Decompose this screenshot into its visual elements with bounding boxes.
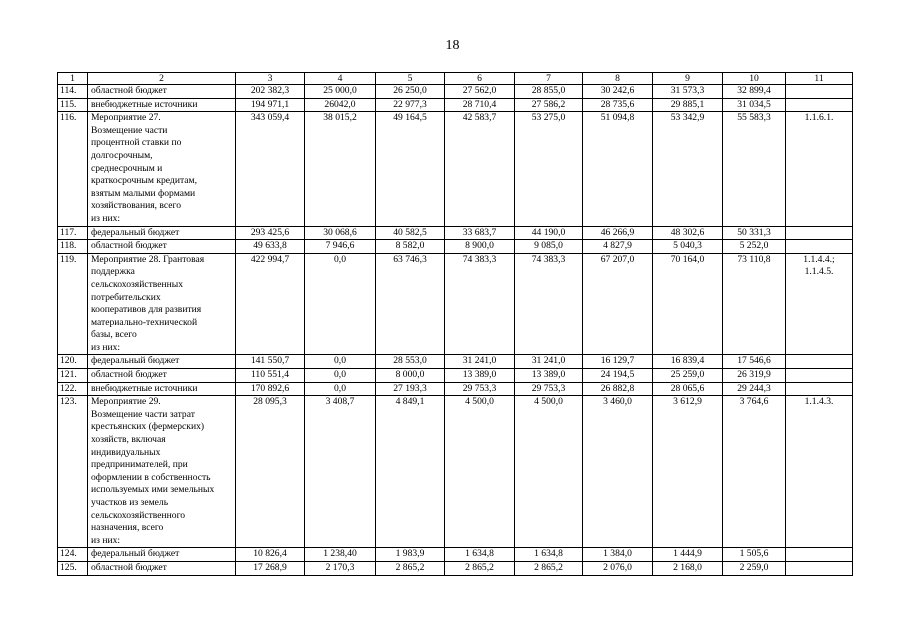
header-row bbox=[58, 73, 853, 85]
column-header-7: 7 bbox=[515, 73, 583, 85]
value-cell-col4: 0,0 bbox=[305, 369, 376, 383]
value-cell-col4: 0,0 bbox=[305, 382, 376, 396]
value-cell-col10: 1 505,6 bbox=[723, 548, 786, 562]
value-cell-col9: 53 342,9 bbox=[653, 112, 723, 226]
value-cell-col10: 73 110,8 bbox=[723, 253, 786, 355]
value-cell-col9: 70 164,0 bbox=[653, 253, 723, 355]
value-cell-col5: 27 193,3 bbox=[376, 382, 445, 396]
row-label: областной бюджет bbox=[88, 561, 236, 575]
value-cell-col8: 51 094,8 bbox=[583, 112, 653, 226]
value-cell-col5: 8 000,0 bbox=[376, 369, 445, 383]
value-cell-col6: 42 583,7 bbox=[445, 112, 515, 226]
reference-cell: 1.1.4.4.; 1.1.4.5. bbox=[786, 253, 853, 355]
value-cell-col3: 110 551,4 bbox=[236, 369, 305, 383]
value-cell-col9: 16 839,4 bbox=[653, 355, 723, 369]
column-header-9: 9 bbox=[653, 73, 723, 85]
value-cell-col3: 202 382,3 bbox=[236, 85, 305, 99]
row-label: областной бюджет bbox=[88, 85, 236, 99]
value-cell-col10: 32 899,4 bbox=[723, 85, 786, 99]
reference-cell: 1.1.6.1. bbox=[786, 112, 853, 226]
row-number: 116. bbox=[58, 112, 88, 226]
row-number: 120. bbox=[58, 355, 88, 369]
value-cell-col4: 25 000,0 bbox=[305, 85, 376, 99]
value-cell-col3: 194 971,1 bbox=[236, 98, 305, 112]
value-cell-col7: 44 190,0 bbox=[515, 226, 583, 240]
value-cell-col3: 49 633,8 bbox=[236, 240, 305, 254]
value-cell-col6: 2 865,2 bbox=[445, 561, 515, 575]
row-label: областной бюджет bbox=[88, 240, 236, 254]
page-number: 18 bbox=[445, 38, 460, 53]
value-cell-col10: 17 546,6 bbox=[723, 355, 786, 369]
reference-cell bbox=[786, 369, 853, 383]
value-cell-col3: 170 892,6 bbox=[236, 382, 305, 396]
table-row bbox=[58, 355, 853, 369]
value-cell-col8: 3 460,0 bbox=[583, 396, 653, 548]
value-cell-col10: 2 259,0 bbox=[723, 561, 786, 575]
value-cell-col4: 30 068,6 bbox=[305, 226, 376, 240]
value-cell-col9: 25 259,0 bbox=[653, 369, 723, 383]
value-cell-col4: 0,0 bbox=[305, 355, 376, 369]
value-cell-col9: 3 612,9 bbox=[653, 396, 723, 548]
column-header-4: 4 bbox=[305, 73, 376, 85]
value-cell-col8: 30 242,6 bbox=[583, 85, 653, 99]
value-cell-col7: 4 500,0 bbox=[515, 396, 583, 548]
row-number: 117. bbox=[58, 226, 88, 240]
value-cell-col4: 7 946,6 bbox=[305, 240, 376, 254]
table-row bbox=[58, 369, 853, 383]
value-cell-col3: 141 550,7 bbox=[236, 355, 305, 369]
value-cell-col8: 24 194,5 bbox=[583, 369, 653, 383]
column-header-6: 6 bbox=[445, 73, 515, 85]
row-number: 114. bbox=[58, 85, 88, 99]
value-cell-col4: 2 170,3 bbox=[305, 561, 376, 575]
column-header-2: 2 bbox=[88, 73, 236, 85]
value-cell-col3: 17 268,9 bbox=[236, 561, 305, 575]
value-cell-col7: 2 865,2 bbox=[515, 561, 583, 575]
value-cell-col8: 67 207,0 bbox=[583, 253, 653, 355]
value-cell-col8: 4 827,9 bbox=[583, 240, 653, 254]
table-row bbox=[58, 112, 853, 226]
value-cell-col5: 40 582,5 bbox=[376, 226, 445, 240]
reference-cell: 1.1.4.3. bbox=[786, 396, 853, 548]
table-row bbox=[58, 561, 853, 575]
table-row bbox=[58, 253, 853, 355]
value-cell-col4: 3 408,7 bbox=[305, 396, 376, 548]
value-cell-col9: 5 040,3 bbox=[653, 240, 723, 254]
value-cell-col8: 46 266,9 bbox=[583, 226, 653, 240]
value-cell-col6: 27 562,0 bbox=[445, 85, 515, 99]
row-label: Мероприятие 29. Возмещение части затрат крестьянских (фермерских) хозяйств, включая индивидуальных предпринимателей, при оформлении в собственность используемых ими земельных участков из земель сельскохозяйственного назначения, всего из них: bbox=[88, 396, 236, 548]
value-cell-col5: 26 250,0 bbox=[376, 85, 445, 99]
value-cell-col10: 3 764,6 bbox=[723, 396, 786, 548]
value-cell-col8: 16 129,7 bbox=[583, 355, 653, 369]
row-label: федеральный бюджет bbox=[88, 548, 236, 562]
value-cell-col7: 13 389,0 bbox=[515, 369, 583, 383]
column-header-3: 3 bbox=[236, 73, 305, 85]
value-cell-col3: 10 826,4 bbox=[236, 548, 305, 562]
reference-cell bbox=[786, 561, 853, 575]
table-row bbox=[58, 548, 853, 562]
reference-cell bbox=[786, 98, 853, 112]
value-cell-col4: 38 015,2 bbox=[305, 112, 376, 226]
table-row bbox=[58, 240, 853, 254]
row-number: 121. bbox=[58, 369, 88, 383]
value-cell-col5: 2 865,2 bbox=[376, 561, 445, 575]
value-cell-col6: 13 389,0 bbox=[445, 369, 515, 383]
value-cell-col8: 26 882,8 bbox=[583, 382, 653, 396]
value-cell-col6: 29 753,3 bbox=[445, 382, 515, 396]
value-cell-col5: 4 849,1 bbox=[376, 396, 445, 548]
reference-cell bbox=[786, 382, 853, 396]
value-cell-col9: 1 444,9 bbox=[653, 548, 723, 562]
value-cell-col9: 48 302,6 bbox=[653, 226, 723, 240]
reference-cell bbox=[786, 85, 853, 99]
value-cell-col6: 8 900,0 bbox=[445, 240, 515, 254]
value-cell-col6: 31 241,0 bbox=[445, 355, 515, 369]
value-cell-col6: 33 683,7 bbox=[445, 226, 515, 240]
value-cell-col10: 5 252,0 bbox=[723, 240, 786, 254]
row-label: федеральный бюджет bbox=[88, 355, 236, 369]
value-cell-col5: 8 582,0 bbox=[376, 240, 445, 254]
value-cell-col6: 4 500,0 bbox=[445, 396, 515, 548]
row-label: Мероприятие 28. Грантовая поддержка сельскохозяйственных потребительских кооперативов для развития материально-технической базы, всего из них: bbox=[88, 253, 236, 355]
row-number: 118. bbox=[58, 240, 88, 254]
column-header-5: 5 bbox=[376, 73, 445, 85]
value-cell-col8: 1 384,0 bbox=[583, 548, 653, 562]
table-row bbox=[58, 382, 853, 396]
value-cell-col10: 55 583,3 bbox=[723, 112, 786, 226]
value-cell-col4: 0,0 bbox=[305, 253, 376, 355]
value-cell-col4: 1 238,40 bbox=[305, 548, 376, 562]
reference-cell bbox=[786, 548, 853, 562]
value-cell-col9: 29 885,1 bbox=[653, 98, 723, 112]
column-header-11: 11 bbox=[786, 73, 853, 85]
value-cell-col10: 31 034,5 bbox=[723, 98, 786, 112]
value-cell-col6: 1 634,8 bbox=[445, 548, 515, 562]
value-cell-col7: 53 275,0 bbox=[515, 112, 583, 226]
value-cell-col7: 1 634,8 bbox=[515, 548, 583, 562]
reference-cell bbox=[786, 240, 853, 254]
value-cell-col5: 63 746,3 bbox=[376, 253, 445, 355]
value-cell-col4: 26042,0 bbox=[305, 98, 376, 112]
value-cell-col7: 31 241,0 bbox=[515, 355, 583, 369]
value-cell-col5: 28 553,0 bbox=[376, 355, 445, 369]
value-cell-col3: 28 095,3 bbox=[236, 396, 305, 548]
value-cell-col9: 31 573,3 bbox=[653, 85, 723, 99]
value-cell-col8: 28 735,6 bbox=[583, 98, 653, 112]
value-cell-col3: 293 425,6 bbox=[236, 226, 305, 240]
row-number: 125. bbox=[58, 561, 88, 575]
budget-table bbox=[57, 72, 853, 576]
table-row bbox=[58, 98, 853, 112]
row-label: областной бюджет bbox=[88, 369, 236, 383]
value-cell-col3: 343 059,4 bbox=[236, 112, 305, 226]
value-cell-col7: 9 085,0 bbox=[515, 240, 583, 254]
table-row bbox=[58, 226, 853, 240]
row-label: Мероприятие 27. Возмещение части процентной ставки по долгосрочным, среднесрочным и краткосрочным кредитам, взятым малыми формами хозяйствования, всего из них: bbox=[88, 112, 236, 226]
value-cell-col7: 29 753,3 bbox=[515, 382, 583, 396]
reference-cell bbox=[786, 355, 853, 369]
value-cell-col7: 28 855,0 bbox=[515, 85, 583, 99]
column-header-10: 10 bbox=[723, 73, 786, 85]
row-label: федеральный бюджет bbox=[88, 226, 236, 240]
value-cell-col9: 2 168,0 bbox=[653, 561, 723, 575]
row-number: 119. bbox=[58, 253, 88, 355]
value-cell-col8: 2 076,0 bbox=[583, 561, 653, 575]
value-cell-col3: 422 994,7 bbox=[236, 253, 305, 355]
row-label: внебюджетные источники bbox=[88, 98, 236, 112]
row-label: внебюджетные источники bbox=[88, 382, 236, 396]
value-cell-col10: 50 331,3 bbox=[723, 226, 786, 240]
row-number: 123. bbox=[58, 396, 88, 548]
column-header-8: 8 bbox=[583, 73, 653, 85]
column-header-1: 1 bbox=[58, 73, 88, 85]
value-cell-col5: 22 977,3 bbox=[376, 98, 445, 112]
row-number: 124. bbox=[58, 548, 88, 562]
reference-cell bbox=[786, 226, 853, 240]
table-row bbox=[58, 85, 853, 99]
value-cell-col5: 1 983,9 bbox=[376, 548, 445, 562]
row-number: 122. bbox=[58, 382, 88, 396]
value-cell-col7: 74 383,3 bbox=[515, 253, 583, 355]
value-cell-col10: 26 319,9 bbox=[723, 369, 786, 383]
table-row bbox=[58, 396, 853, 548]
value-cell-col6: 74 383,3 bbox=[445, 253, 515, 355]
row-number: 115. bbox=[58, 98, 88, 112]
value-cell-col5: 49 164,5 bbox=[376, 112, 445, 226]
value-cell-col10: 29 244,3 bbox=[723, 382, 786, 396]
value-cell-col6: 28 710,4 bbox=[445, 98, 515, 112]
value-cell-col7: 27 586,2 bbox=[515, 98, 583, 112]
value-cell-col9: 28 065,6 bbox=[653, 382, 723, 396]
